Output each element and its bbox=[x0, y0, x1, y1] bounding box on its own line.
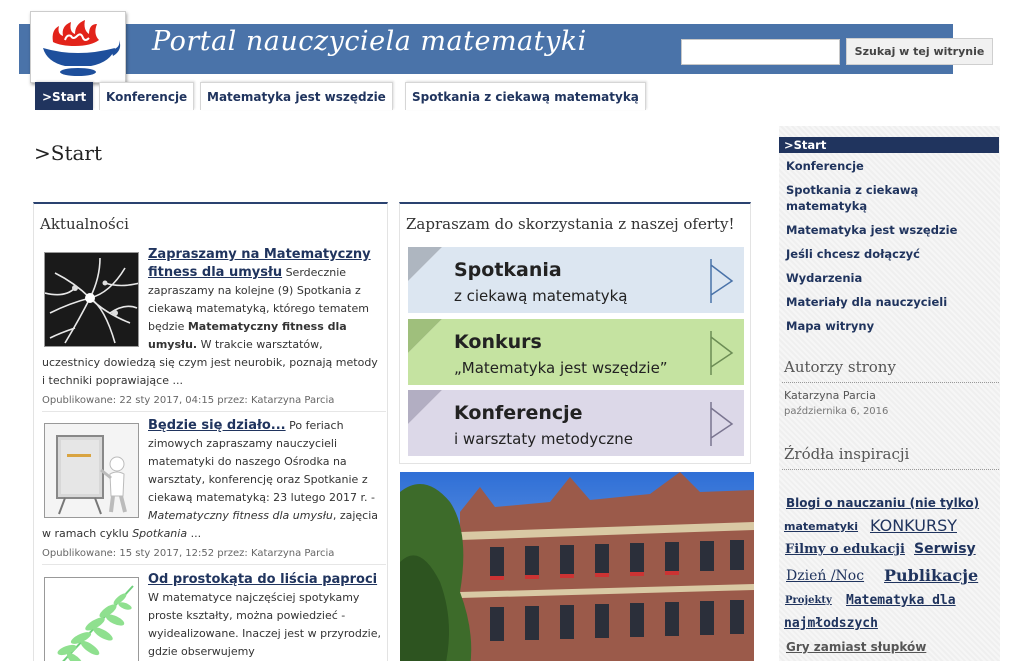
offer-card-title: Konferencje bbox=[454, 402, 583, 424]
offer-card-konferencje[interactable] bbox=[408, 390, 744, 456]
news-body: ... bbox=[187, 527, 202, 540]
sidebar-item-wydarzenia[interactable]: Wydarzenia bbox=[786, 271, 863, 285]
offer-card-subtitle: z ciekawą matematyką bbox=[454, 287, 628, 305]
tab-konferencje[interactable]: Konferencje bbox=[99, 82, 194, 110]
sidebar-item-konferencje[interactable]: Konferencje bbox=[786, 159, 864, 173]
author-date: października 6, 2016 bbox=[784, 406, 889, 417]
news-meta: Opublikowane: 15 sty 2017, 12:52 przez: Katarzyna Parcia bbox=[42, 548, 335, 559]
flag-arrow-icon bbox=[708, 402, 734, 446]
page-fold-icon bbox=[408, 390, 442, 424]
tag-link[interactable]: Dzień /Noc bbox=[786, 568, 865, 584]
news-item bbox=[42, 246, 386, 412]
divider bbox=[782, 382, 999, 383]
tag-link[interactable]: Serwisy bbox=[914, 541, 976, 557]
news-meta: Opublikowane: 22 sty 2017, 04:15 przez: Katarzyna Parcia bbox=[42, 395, 335, 406]
author-name: Katarzyna Parcia bbox=[784, 389, 876, 402]
tab-start[interactable]: >Start bbox=[35, 82, 93, 110]
divider bbox=[782, 469, 999, 470]
offer-card-konkurs[interactable] bbox=[408, 319, 744, 385]
offer-heading: Zapraszam do skorzystania z naszej oferty! bbox=[406, 215, 735, 233]
news-title-link[interactable]: Zapraszamy na Matematyczny fitness dla umysłu bbox=[148, 247, 371, 280]
flag-arrow-icon bbox=[708, 331, 734, 375]
offer-card-subtitle: „Matematyka jest wszędzie” bbox=[454, 359, 668, 377]
school-building-photo[interactable] bbox=[400, 472, 754, 661]
page-fold-icon bbox=[408, 247, 442, 281]
tag-link[interactable]: matematyki bbox=[784, 520, 859, 533]
tag-link[interactable]: Filmy o edukacji bbox=[785, 542, 905, 557]
tag-link[interactable]: KONKURSY bbox=[870, 516, 957, 535]
news-excerpt bbox=[42, 571, 382, 661]
tag-link[interactable]: Gry zamiast słupków bbox=[786, 640, 927, 654]
sidebar-item-spotkania[interactable]: Spotkania z ciekawą matematyką bbox=[786, 183, 919, 213]
sidebar-item-materialy[interactable]: Materiały dla nauczycieli bbox=[786, 295, 948, 309]
page-fold-icon bbox=[408, 319, 442, 353]
news-excerpt bbox=[42, 246, 382, 390]
tag-link[interactable]: Matematyka dla bbox=[846, 593, 956, 608]
sidebar-item-matematyka-jest-wszedzie[interactable]: Matematyka jest wszędzie bbox=[786, 223, 958, 237]
sidebar-item-start[interactable]: >Start bbox=[779, 137, 999, 153]
news-body: Serdecznie zapraszamy na kolejne (9) Spotkania z ciekawą matematyką, którego tematem będzie bbox=[148, 266, 369, 333]
news-body: W matematyce najczęściej spotykamy proste kształty, można powiedzieć - wyidealizowane. Inaczej jest w przyrodzie, gdzie obserwujemy bbox=[148, 591, 381, 658]
building-image-icon bbox=[400, 472, 754, 661]
news-title-link[interactable]: Od prostokąta do liścia paproci bbox=[148, 572, 378, 587]
site-logo[interactable] bbox=[30, 11, 126, 83]
flag-arrow-icon bbox=[708, 259, 734, 303]
news-body-bold: Matematyczny fitness dla umysłu. bbox=[148, 320, 347, 351]
tab-matematyka-jest-wszedzie[interactable]: Matematyka jest wszędzie bbox=[200, 82, 393, 110]
sidebar-item-mapa-witryny[interactable]: Mapa witryny bbox=[786, 319, 875, 333]
page-title: >Start bbox=[34, 141, 103, 165]
tab-spotkania[interactable]: Spotkania z ciekawą matematyką bbox=[405, 82, 646, 110]
tag-link[interactable]: Projekty bbox=[785, 595, 832, 606]
news-body: Po feriach zimowych zapraszamy nauczycieli matematyki do naszego Ośrodka na warsztaty, konferencję oraz Spotkanie z ciekawą matematyką: 23 lutego 2017 r. - bbox=[148, 419, 375, 504]
tag-link[interactable]: Blogi o nauczaniu (nie tylko) bbox=[786, 496, 980, 510]
news-excerpt bbox=[42, 417, 382, 543]
news-body-italic: Spotkania bbox=[132, 527, 188, 540]
offer-panel bbox=[399, 202, 751, 464]
news-panel bbox=[33, 202, 388, 661]
news-item bbox=[42, 571, 386, 661]
news-heading: Aktualności bbox=[40, 215, 129, 233]
lamp-logo-icon bbox=[31, 12, 127, 84]
site-title[interactable]: Portal nauczyciela matematyki bbox=[152, 26, 587, 57]
offer-card-spotkania[interactable] bbox=[408, 247, 744, 313]
offer-card-title: Spotkania bbox=[454, 259, 562, 281]
offer-card-subtitle: i warsztaty metodyczne bbox=[454, 430, 634, 448]
sidebar-item-dolacz[interactable]: Jeśli chcesz dołączyć bbox=[786, 247, 920, 261]
authors-heading: Autorzy strony bbox=[784, 358, 896, 376]
news-body-italic: Matematyczny fitness dla umysłu bbox=[148, 509, 333, 522]
tag-link[interactable]: najmłodszych bbox=[784, 616, 878, 631]
offer-card-title: Konkurs bbox=[454, 331, 542, 353]
news-body: , zajęcia w ramach cyklu bbox=[42, 509, 379, 540]
news-item bbox=[42, 417, 386, 565]
news-title-link[interactable]: Będzie się działo... bbox=[148, 418, 286, 433]
news-body: W trakcie warsztatów, uczestnicy dowiedzą się czym jest neurobik, poznają metody i techniki poprawiające ... bbox=[42, 338, 378, 387]
search-button[interactable]: Szukaj w tej witrynie bbox=[846, 38, 993, 65]
tag-link[interactable]: Publikacje bbox=[884, 566, 979, 585]
sources-heading: Źródła inspiracji bbox=[784, 445, 910, 463]
search-input[interactable] bbox=[681, 39, 840, 65]
sidebar bbox=[779, 126, 1000, 661]
